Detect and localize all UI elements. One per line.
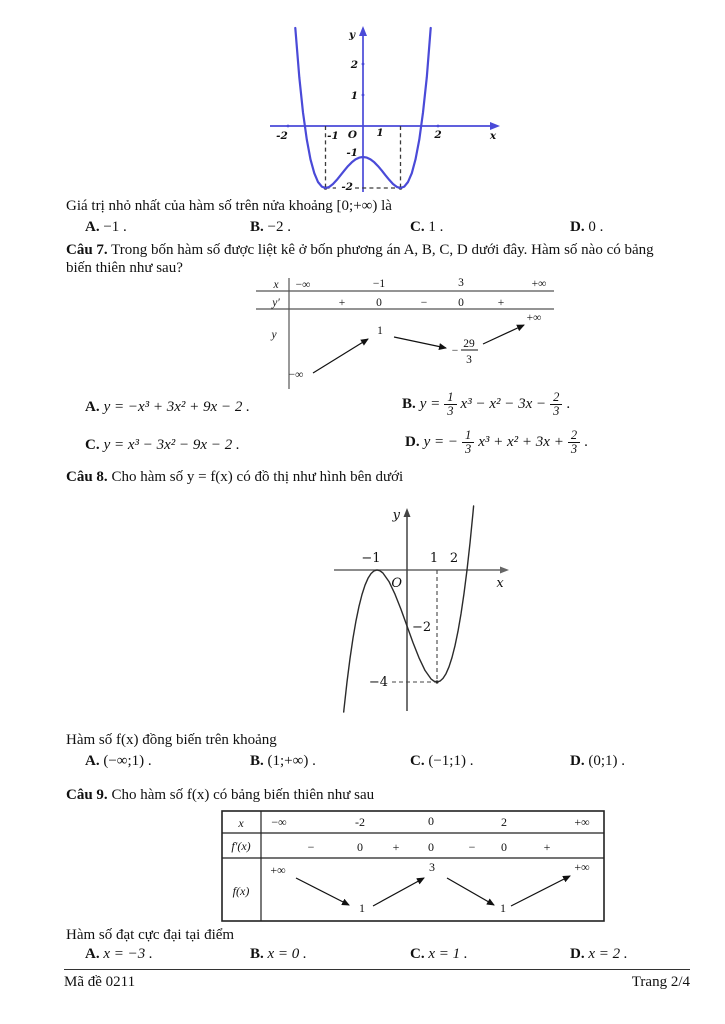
row-label-x: x [238,816,244,830]
arrow-down-icon [394,337,446,348]
q8-question [66,468,716,486]
quartic-function-graph [262,22,507,194]
svg-text:29: 29 [463,338,475,350]
option-d: D. (0;1) . [570,753,626,769]
x-axis-label: x [496,576,504,591]
q6-options-row [0,219,725,239]
svg-text:+: + [392,840,400,854]
option-a: A. x = −3 . [85,946,153,962]
option-a: A. (−∞;1) . [85,753,152,769]
arrow-up-icon [511,876,570,906]
svg-text:−1: −1 [372,278,386,290]
arrow-up-icon [313,339,368,373]
svg-text:0: 0 [501,840,507,854]
x-axis-arrow-icon [500,567,509,574]
option-b: B. y = $\frac{1}{3}$ x³ − x² − 3x − $\frac{2}{3}$ . [402,390,571,419]
x-tick: 2 [449,551,459,566]
option-b: B. −2 . [250,219,291,235]
x-tick: -1 [327,130,339,142]
q8-sub-prompt: Hàm số f(x) đồng biến trên khoảng [66,732,277,748]
svg-text:−: − [420,297,428,309]
q7-number: Câu 7. [66,242,108,258]
y-tick: −2 [412,620,432,635]
footer-divider [64,969,690,970]
svg-text:1: 1 [500,901,506,915]
q6-prompt-text: Giá trị nhỏ nhất của hàm số trên nửa khoảng [0;+∞) là [66,198,392,214]
footer [64,974,690,991]
arrow-up-icon [373,878,424,906]
option-c: C. y = x³ − 3x² − 9x − 2 . [85,437,240,453]
svg-text:−: − [451,345,459,357]
svg-text:3: 3 [466,354,472,366]
svg-text:+∞: +∞ [526,312,542,324]
q7-body: Trong bốn hàm số được liệt kê ở bốn phương án A, B, C, D dưới đây. Hàm số nào có bảng biến thiên như sau? [66,242,654,276]
exam-code: Mã đề 0211 [64,974,136,990]
fraction: $\frac{2}{3}$ [568,429,580,456]
option-c: C. (−1;1) . [410,753,474,769]
cubic-curve [344,506,474,712]
svg-text:0: 0 [458,297,464,309]
svg-text:+: + [497,297,505,309]
x-axis-label: x [489,130,497,142]
row-label-f: f(x) [232,884,250,898]
arrow-down-icon [296,878,349,905]
x-tick: -2 [276,130,288,142]
svg-text:-2: -2 [355,815,365,829]
svg-text:0: 0 [428,840,434,854]
svg-text:−: − [468,840,476,854]
y-tick: -1 [346,147,358,159]
y-axis-label: y [348,29,356,41]
q8-options-row [0,753,725,773]
svg-text:0: 0 [376,297,382,309]
q9-options-row [0,946,725,966]
cubic-function-graph [330,504,515,713]
option-d: D. 0 . [570,219,604,235]
q8-body: Cho hàm số y = f(x) có đồ thị như hình bên dưới [111,469,404,485]
fraction: $\frac{1}{3}$ [462,429,474,456]
svg-text:3: 3 [458,277,464,289]
x-tick: 2 [434,129,442,141]
x-tick: 1 [376,127,384,139]
y-tick: 1 [350,90,358,102]
svg-text:+: + [338,297,346,309]
origin-label: O [391,576,402,591]
option-c: C. 1 . [410,219,444,235]
svg-text:−∞: −∞ [288,369,304,381]
y-axis-arrow-icon [359,26,367,36]
y-tick: -2 [341,181,353,193]
svg-text:2: 2 [501,815,507,829]
y-tick: −4 [368,675,388,690]
q9-variation-table [221,810,606,922]
option-d: D. y = − $\frac{1}{3}$ x³ + x² + 3x + $\frac{2}{3}$ . [405,428,588,457]
y-axis-label: y [392,508,400,523]
svg-text:−∞: −∞ [295,279,311,291]
svg-text:+∞: +∞ [270,863,286,877]
svg-text:−∞: −∞ [271,815,287,829]
option-a: A. y = −x³ + 3x² + 9x − 2 . [85,399,250,415]
q9-number: Câu 9. [66,787,108,803]
q9-body: Cho hàm số f(x) có bảng biến thiên như sau [111,787,375,803]
svg-text:3: 3 [429,860,435,874]
row-label-yprime: y′ [272,297,280,309]
arrow-down-icon [447,878,494,905]
svg-text:+∞: +∞ [531,278,547,290]
q6-prompt [66,197,706,215]
q8-number: Câu 8. [66,469,108,485]
svg-text:+∞: +∞ [574,815,590,829]
page-number: Trang 2/4 [631,974,690,990]
option-b: B. (1;+∞) . [250,753,316,769]
q7-variation-table [256,276,556,391]
x-tick: −1 [361,551,381,566]
fraction: $\frac{2}{3}$ [550,391,562,418]
svg-text:+: + [543,840,551,854]
row-label-y: y [271,329,277,341]
svg-text:−: − [307,840,315,854]
y-axis-arrow-icon [404,508,411,517]
option-d: D. x = 2 . [570,946,628,962]
svg-text:0: 0 [428,814,434,828]
svg-text:1: 1 [377,325,383,337]
row-label-x: x [273,279,279,291]
arrow-up-icon [483,325,524,344]
x-axis-arrow-icon [490,122,500,130]
option-b: B. x = 0 . [250,946,307,962]
fraction: $\frac{1}{3}$ [444,391,456,418]
svg-text:+∞: +∞ [574,860,590,874]
option-c: C. x = 1 . [410,946,468,962]
q9-question [66,786,716,804]
x-tick: 1 [429,551,439,566]
option-a: A. −1 . [85,219,127,235]
row-label-fprime: f′(x) [231,839,251,853]
origin-label: O [347,129,357,141]
svg-text:0: 0 [357,840,363,854]
q7-question [66,241,666,277]
y-tick: 2 [350,59,358,71]
q9-sub-prompt: Hàm số đạt cực đại tại điểm [66,927,235,943]
svg-text:1: 1 [359,901,365,915]
